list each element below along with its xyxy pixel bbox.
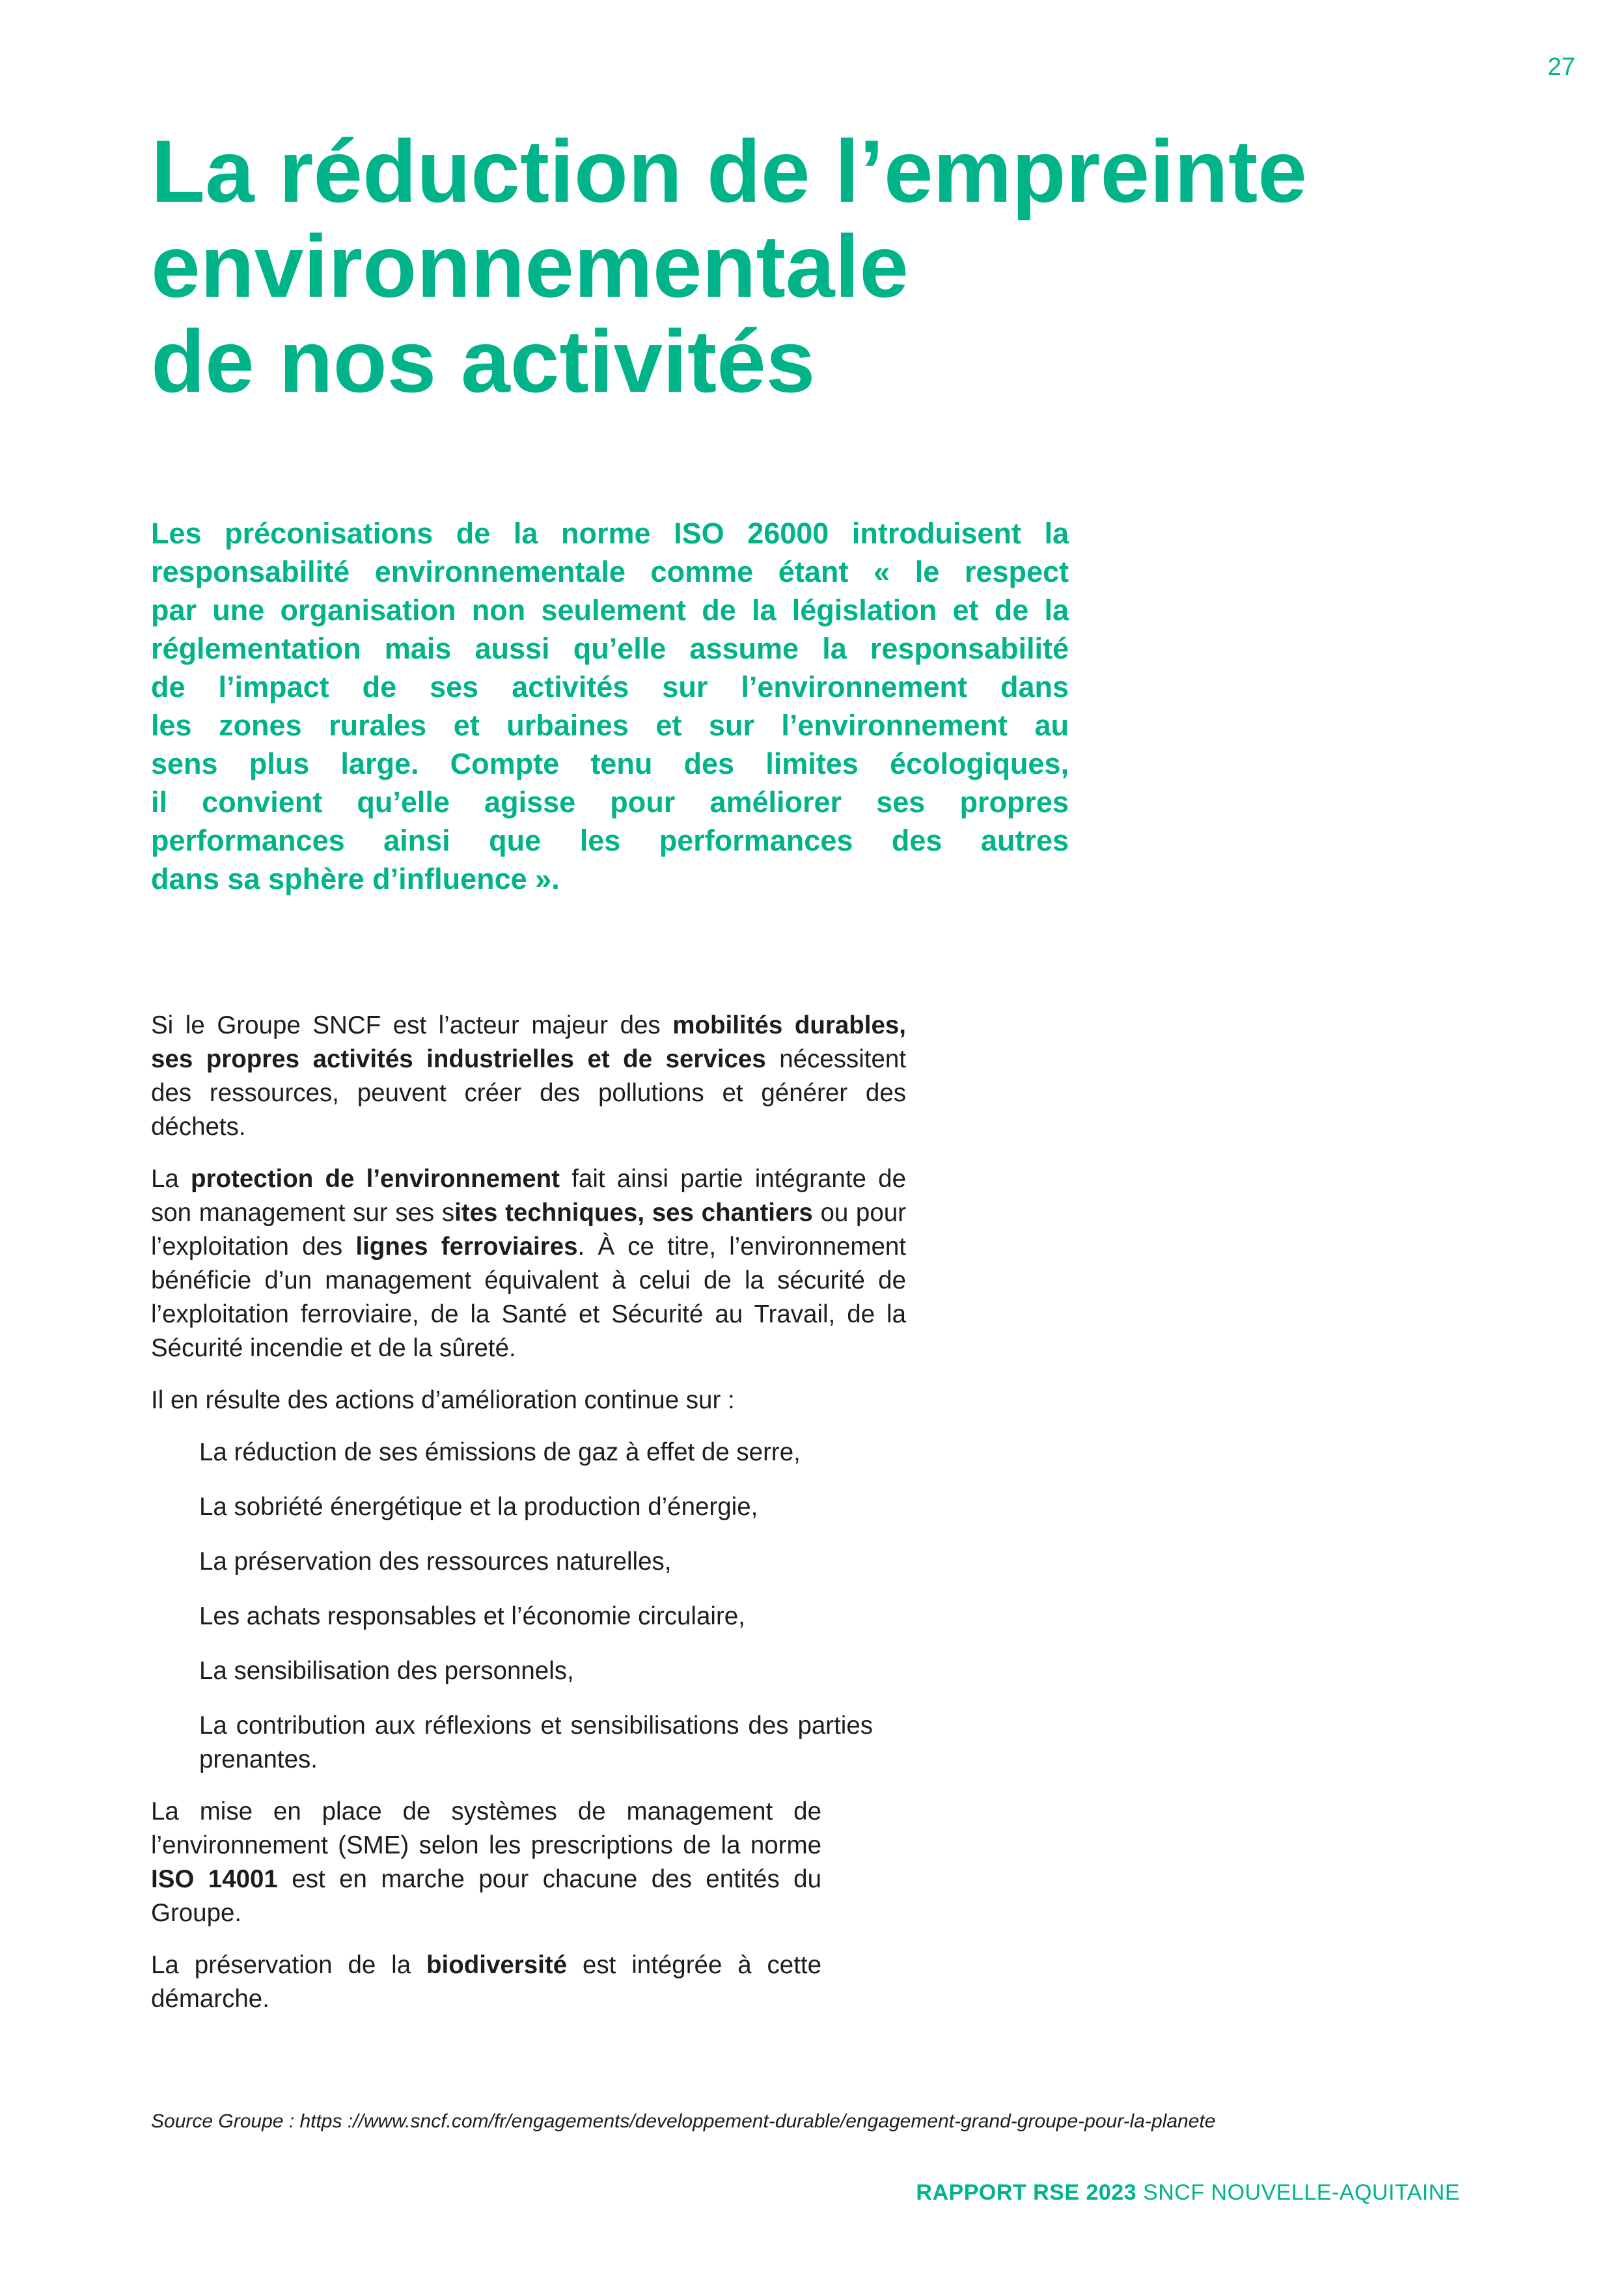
- intro-line: responsabilité environnementale comme étant « le respect: [151, 555, 1069, 588]
- intro-line: de l’impact de ses activités sur l’environnement dans: [151, 670, 1069, 704]
- text-run: La mise en place de systèmes de management de l’environnement (SME) selon les prescriptions de la norme: [151, 1797, 821, 1859]
- paragraph-biodiversite: [151, 1948, 821, 2016]
- intro-line: Les préconisations de la norme ISO 26000 introduisent la: [151, 517, 1069, 550]
- text-run: est en marche pour chacune des entités du Groupe.: [151, 1865, 822, 1927]
- page-title-line: La réduction de l’empreinte: [151, 122, 1307, 221]
- text-run: nécessitent des ressources, peuvent créer des pollutions et générer des déchets.: [151, 1045, 907, 1141]
- intro-line: les zones rurales et urbaines et sur l’environnement au: [151, 709, 1069, 742]
- text-run: Si le Groupe SNCF est l’acteur majeur des: [151, 1011, 673, 1039]
- bold-run: biodiversité: [426, 1951, 568, 1979]
- list-item: La sobriété énergétique et la production d’énergie,: [199, 1493, 758, 1521]
- body-text: [151, 1009, 906, 2034]
- page-title: [151, 124, 1388, 409]
- list-item: La préservation des ressources naturelles,: [199, 1548, 672, 1576]
- footer-entity: SNCF NOUVELLE-AQUITAINE: [1136, 2180, 1460, 2205]
- text-run: est intégrée à cette démarche.: [151, 1951, 822, 2013]
- paragraph-sme: [151, 1795, 821, 1930]
- text-run: La: [151, 1165, 191, 1193]
- list-item: La sensibilisation des personnels,: [199, 1657, 574, 1685]
- intro-line: il convient qu’elle agisse pour améliorer ses propres: [151, 786, 1069, 819]
- bold-run: ISO 14001: [151, 1865, 278, 1893]
- bold-run: ites techniques, ses chantiers: [454, 1199, 813, 1227]
- bold-run: protection de l’environnement: [191, 1165, 560, 1193]
- bold-run: mobilités durables, ses propres activités industrielles et de services: [151, 1011, 906, 1073]
- list-item: La réduction de ses émissions de gaz à effet de serre,: [199, 1438, 801, 1466]
- intro-line: performances ainsi que les performances des autres: [151, 824, 1069, 857]
- intro-line: sens plus large. Compte tenu des limites écologiques,: [151, 747, 1069, 780]
- text-run: fait ainsi partie intégrante de son management sur ses s: [151, 1165, 906, 1227]
- actions-list: [151, 1436, 873, 1777]
- paragraph-protection: [151, 1162, 906, 1365]
- text-run: La préservation de la: [151, 1951, 427, 1979]
- intro-line: par une organisation non seulement de la législation et de la: [151, 594, 1069, 627]
- paragraph-mobilites: [151, 1009, 906, 1144]
- paragraph-actions-intro: Il en résulte des actions d’amélioration continue sur :: [151, 1386, 735, 1414]
- list-item: La contribution aux réflexions et sensibilisations des parties prenantes.: [199, 1712, 873, 1773]
- intro-line: réglementation mais aussi qu’elle assume la responsabilité: [151, 632, 1069, 665]
- text-run: ou pour l’exploitation des: [151, 1199, 906, 1261]
- text-run: . À ce titre, l’environnement bénéficie d’un management équivalent à celui de la sécurité de l’exploitation ferroviaire, de la Santé et Sécurité au Travail, de la Sécurité incendie et de la sûreté.: [151, 1233, 906, 1362]
- intro-quote: [151, 514, 1069, 898]
- page-footer: [916, 2180, 1460, 2206]
- intro-line: dans sa sphère d’influence ».: [151, 862, 560, 895]
- list-item: Les achats responsables et l’économie circulaire,: [199, 1602, 745, 1630]
- page-number: 27: [1547, 53, 1575, 81]
- page-title-line: environnementale: [151, 217, 909, 316]
- bold-run: lignes ferroviaires: [355, 1233, 578, 1261]
- source-note: Source Groupe : https ://www.sncf.com/fr/engagements/developpement-durable/engagement-grand-groupe-pour-la-planete: [151, 2111, 1216, 2132]
- page-title-line: de nos activités: [151, 312, 816, 411]
- footer-report: RAPPORT RSE 2023: [916, 2180, 1137, 2205]
